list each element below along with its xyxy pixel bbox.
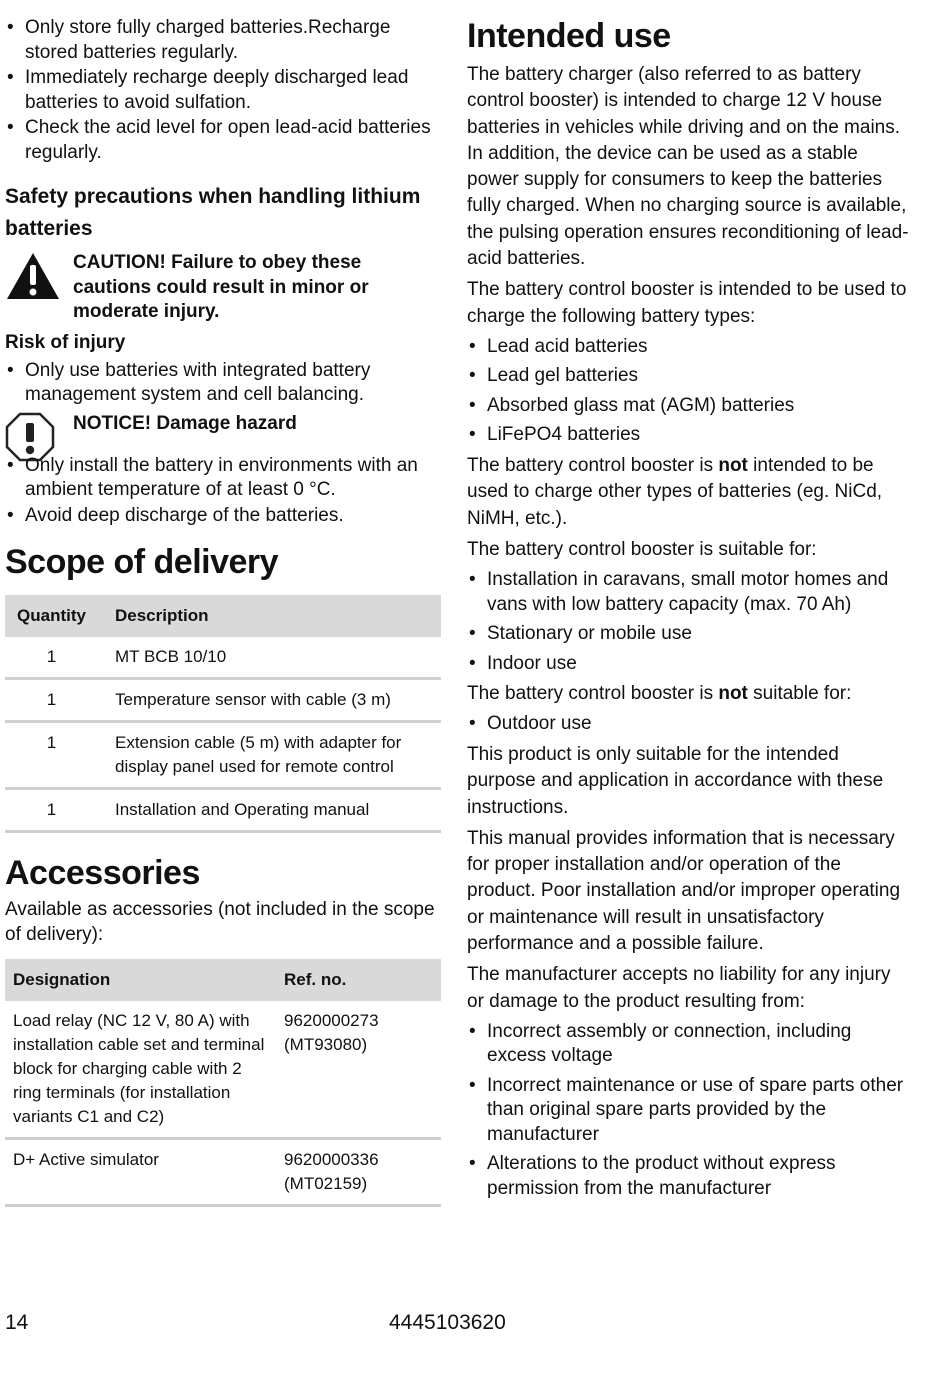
paragraph bbox=[467, 453, 912, 532]
paragraph: The battery charger (also referred to as battery control booster) is intended to charge 12 V house batteries in vehicles while driving and on the mains. In addition, the device can be used as a stable power supply for consumers to keep the batteries fully charged. When no charging source is available, the pulsing operation ensures reconditioning of lead-acid batteries. bbox=[467, 64, 909, 270]
list-item: • Indoor use bbox=[467, 652, 912, 677]
not-suitable-list bbox=[467, 712, 912, 737]
list-item: • Lead gel batteries bbox=[467, 364, 912, 389]
list-item: • Outdoor use bbox=[467, 712, 912, 737]
column-header-description: Description bbox=[98, 595, 441, 637]
text-run: The battery control booster is bbox=[467, 454, 719, 476]
column-header-designation: Designation bbox=[5, 959, 276, 1001]
text-run: suitable for: bbox=[747, 683, 852, 705]
list-item: • Check the acid level for open lead-acid batteries regularly. bbox=[5, 116, 441, 165]
paragraph: This manual provides information that is necessary for proper installation and/or operation of the product. Poor installation and/or improper operating or maintenance will result in unsatisfactory performance and a possible failure. bbox=[467, 827, 901, 955]
text-run: intended to be used to charge other types of batteries (eg. NiCd, NiMH, etc.). bbox=[467, 454, 883, 529]
list-item: • Absorbed glass mat (AGM) batteries bbox=[467, 394, 912, 419]
list-item: • Incorrect maintenance or use of spare parts other than original spare parts provided by the manufacturer bbox=[467, 1074, 912, 1148]
notice-text: NOTICE! Damage hazard bbox=[73, 412, 297, 434]
list-item: • Installation in caravans, small motor homes and vans with low battery capacity (max. 70 Ah) bbox=[467, 568, 912, 617]
table-row bbox=[5, 1001, 441, 1139]
list-item: • Only install the battery in environments with an ambient temperature of at least 0 °C. bbox=[5, 454, 441, 503]
table-row bbox=[5, 1139, 441, 1206]
risk-heading: Risk of injury bbox=[5, 331, 126, 353]
text-run: The battery control booster is bbox=[467, 683, 719, 705]
battery-types-list bbox=[467, 335, 912, 448]
paragraph: The battery control booster is intended to be used to charge the following battery types: bbox=[467, 279, 907, 327]
table-header-row bbox=[5, 959, 441, 1001]
table-header-row bbox=[5, 595, 441, 637]
table-row bbox=[5, 679, 441, 722]
list-item: • Only use batteries with integrated battery management system and cell balancing. bbox=[5, 359, 441, 408]
description-cell: MT BCB 10/10 bbox=[98, 637, 441, 679]
emphasis: not bbox=[718, 683, 748, 705]
scope-table bbox=[5, 595, 441, 833]
paragraph bbox=[467, 681, 912, 707]
notice-list bbox=[5, 454, 441, 529]
designation-cell: Load relay (NC 12 V, 80 A) with installation cable set and terminal block for charging cable with 2 ring terminals (for installation variants C1 and C2) bbox=[5, 1001, 276, 1139]
list-item: • Immediately recharge deeply discharged lead batteries to avoid sulfation. bbox=[5, 66, 441, 115]
quantity-cell: 1 bbox=[5, 637, 98, 679]
description-cell: Extension cable (5 m) with adapter for display panel used for remote control bbox=[98, 722, 441, 789]
page-number: 14 bbox=[5, 1311, 29, 1334]
column-header-ref-no: Ref. no. bbox=[276, 959, 441, 1001]
list-item: • Alterations to the product without express permission from the manufacturer bbox=[467, 1152, 912, 1201]
accessories-intro: Available as accessories (not included in the scope of delivery): bbox=[5, 899, 435, 945]
liability-list bbox=[467, 1020, 912, 1202]
storage-list bbox=[5, 16, 441, 165]
caution-block bbox=[5, 251, 441, 325]
designation-cell: D+ Active simulator bbox=[5, 1139, 276, 1206]
paragraph: This product is only suitable for the intended purpose and application in accordance with these instructions. bbox=[467, 743, 884, 818]
risk-list bbox=[5, 359, 441, 408]
accessories-table bbox=[5, 959, 441, 1207]
document-number: 4445103620 bbox=[389, 1311, 506, 1334]
list-item: • Stationary or mobile use bbox=[467, 622, 912, 647]
notice-block bbox=[5, 412, 441, 456]
list-item: • LiFePO4 batteries bbox=[467, 423, 912, 448]
description-cell: Installation and Operating manual bbox=[98, 789, 441, 832]
ref-no-cell: 9620000273 (MT93080) bbox=[276, 1001, 441, 1139]
ref-no-cell: 9620000336 (MT02159) bbox=[276, 1139, 441, 1206]
intended-use-heading: Intended use bbox=[467, 17, 671, 55]
quantity-cell: 1 bbox=[5, 679, 98, 722]
table-row bbox=[5, 722, 441, 789]
scope-heading: Scope of delivery bbox=[5, 543, 279, 581]
accessories-heading: Accessories bbox=[5, 854, 200, 892]
suitable-list bbox=[467, 568, 912, 676]
description-cell: Temperature sensor with cable (3 m) bbox=[98, 679, 441, 722]
table-row bbox=[5, 637, 441, 679]
column-header-quantity: Quantity bbox=[5, 595, 98, 637]
warning-triangle-icon bbox=[5, 251, 61, 306]
left-column bbox=[5, 16, 441, 1207]
emphasis: not bbox=[718, 454, 748, 476]
caution-text: CAUTION! Failure to obey these cautions could result in minor or moderate injury. bbox=[73, 252, 369, 322]
list-item: • Incorrect assembly or connection, including excess voltage bbox=[467, 1020, 912, 1069]
lithium-heading: Safety precautions when handling lithium batteries bbox=[5, 185, 421, 240]
quantity-cell: 1 bbox=[5, 722, 98, 789]
list-item: • Only store fully charged batteries.Recharge stored batteries regularly. bbox=[5, 16, 441, 65]
paragraph: The battery control booster is suitable for: bbox=[467, 538, 817, 560]
list-item: • Lead acid batteries bbox=[467, 335, 912, 360]
list-item: • Avoid deep discharge of the batteries. bbox=[5, 504, 441, 529]
quantity-cell: 1 bbox=[5, 789, 98, 832]
table-row bbox=[5, 789, 441, 832]
right-column bbox=[467, 16, 912, 1206]
paragraph: The manufacturer accepts no liability for any injury or damage to the product resulting from: bbox=[467, 964, 891, 1012]
